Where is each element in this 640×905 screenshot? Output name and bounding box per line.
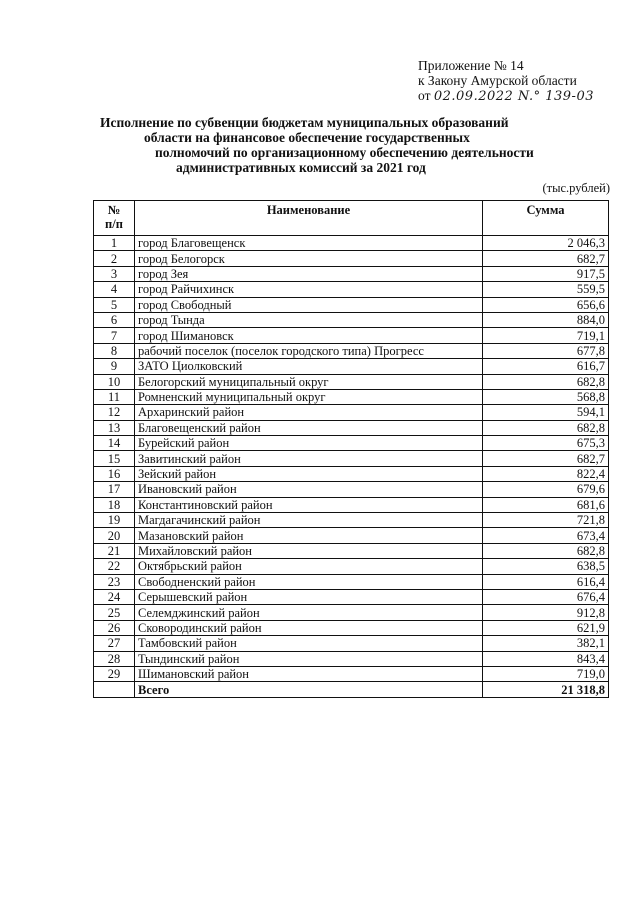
table-row: [94, 436, 609, 451]
appendix-law: к Закону Амурской области: [418, 73, 577, 88]
header-name: Наименование: [135, 201, 483, 236]
total-label: Всего: [135, 682, 483, 697]
header-number-abbr: п/п: [105, 217, 123, 231]
row-number: 5: [94, 297, 135, 312]
row-name: Михайловский район: [135, 543, 483, 558]
table-body: [94, 236, 609, 698]
row-name: Бурейский район: [135, 436, 483, 451]
row-name: рабочий поселок (поселок городского типа) Прогресс: [135, 343, 483, 358]
total-row: [94, 682, 609, 697]
title-line-3: полномочий по организационному обеспечению деятельности: [155, 145, 534, 160]
table-row: [94, 451, 609, 466]
row-name: Серышевский район: [135, 589, 483, 604]
row-sum: 2 046,3: [483, 236, 609, 251]
row-sum: 682,8: [483, 543, 609, 558]
row-sum: 682,8: [483, 420, 609, 435]
row-name: Тындинский район: [135, 651, 483, 666]
row-sum: 594,1: [483, 405, 609, 420]
row-number: 28: [94, 651, 135, 666]
total-number: [94, 682, 135, 697]
table-row: [94, 574, 609, 589]
table-row: [94, 297, 609, 312]
row-name: город Благовещенск: [135, 236, 483, 251]
row-sum: 559,5: [483, 282, 609, 297]
row-number: 20: [94, 528, 135, 543]
table-row: [94, 651, 609, 666]
row-number: 21: [94, 543, 135, 558]
table-row: [94, 482, 609, 497]
row-sum: 616,4: [483, 574, 609, 589]
row-name: Завитинский район: [135, 451, 483, 466]
table-row: [94, 497, 609, 512]
row-number: 15: [94, 451, 135, 466]
row-number: 4: [94, 282, 135, 297]
row-sum: 682,8: [483, 374, 609, 389]
appendix-block: [418, 58, 594, 104]
table-row: [94, 328, 609, 343]
row-sum: 719,1: [483, 328, 609, 343]
row-name: ЗАТО Циолковский: [135, 359, 483, 374]
table-row: [94, 389, 609, 404]
row-sum: 673,4: [483, 528, 609, 543]
row-sum: 721,8: [483, 513, 609, 528]
row-name: Зейский район: [135, 466, 483, 481]
total-sum: 21 318,8: [483, 682, 609, 697]
row-number: 7: [94, 328, 135, 343]
table-row: [94, 282, 609, 297]
row-number: 18: [94, 497, 135, 512]
row-sum: 675,3: [483, 436, 609, 451]
row-number: 23: [94, 574, 135, 589]
table-header-row: [94, 201, 609, 236]
table-row: [94, 374, 609, 389]
row-number: 24: [94, 589, 135, 604]
row-name: Октябрьский район: [135, 559, 483, 574]
row-sum: 621,9: [483, 620, 609, 635]
row-sum: 568,8: [483, 389, 609, 404]
table-row: [94, 636, 609, 651]
header-sum: Сумма: [483, 201, 609, 236]
row-name: город Шимановск: [135, 328, 483, 343]
row-sum: 912,8: [483, 605, 609, 620]
row-sum: 822,4: [483, 466, 609, 481]
row-number: 29: [94, 666, 135, 681]
header-number: [94, 201, 135, 236]
row-name: Архаринский район: [135, 405, 483, 420]
row-number: 12: [94, 405, 135, 420]
row-sum: 616,7: [483, 359, 609, 374]
row-number: 16: [94, 466, 135, 481]
row-sum: 677,8: [483, 343, 609, 358]
handwritten-date-number: 02.09.2022 N.° 139-03: [433, 89, 594, 104]
appendix-date-prefix: от: [418, 88, 431, 103]
row-sum: 843,4: [483, 651, 609, 666]
title-line-2: области на финансовое обеспечение государственных: [144, 130, 470, 145]
row-sum: 638,5: [483, 559, 609, 574]
appendix-date-line: [418, 88, 594, 104]
row-name: город Зея: [135, 266, 483, 281]
row-number: 27: [94, 636, 135, 651]
table-row: [94, 589, 609, 604]
row-name: Шимановский район: [135, 666, 483, 681]
row-name: Ивановский район: [135, 482, 483, 497]
table-row: [94, 466, 609, 481]
table-row: [94, 405, 609, 420]
row-number: 25: [94, 605, 135, 620]
table-row: [94, 343, 609, 358]
title-line-4: административных комиссий за 2021 год: [176, 160, 426, 175]
row-number: 22: [94, 559, 135, 574]
row-name: город Тында: [135, 312, 483, 327]
row-sum: 681,6: [483, 497, 609, 512]
row-name: Мазановский район: [135, 528, 483, 543]
row-number: 6: [94, 312, 135, 327]
table-row: [94, 605, 609, 620]
row-name: Магдагачинский район: [135, 513, 483, 528]
row-number: 11: [94, 389, 135, 404]
row-name: Благовещенский район: [135, 420, 483, 435]
table-row: [94, 666, 609, 681]
row-number: 26: [94, 620, 135, 635]
row-name: город Свободный: [135, 297, 483, 312]
row-name: город Белогорск: [135, 251, 483, 266]
row-number: 9: [94, 359, 135, 374]
title-line-1: Исполнение по субвенции бюджетам муниципальных образований: [100, 115, 509, 130]
table-row: [94, 559, 609, 574]
row-name: город Райчихинск: [135, 282, 483, 297]
table-row: [94, 528, 609, 543]
row-name: Белогорский муниципальный округ: [135, 374, 483, 389]
row-name: Сковородинский район: [135, 620, 483, 635]
row-sum: 679,6: [483, 482, 609, 497]
table-row: [94, 312, 609, 327]
row-sum: 917,5: [483, 266, 609, 281]
table-row: [94, 420, 609, 435]
unit-label: (тыс.рублей): [542, 181, 610, 195]
row-number: 13: [94, 420, 135, 435]
row-name: Ромненский муниципальный округ: [135, 389, 483, 404]
table-row: [94, 620, 609, 635]
header-number-sign: №: [107, 203, 121, 217]
row-number: 17: [94, 482, 135, 497]
table-row: [94, 513, 609, 528]
row-sum: 682,7: [483, 451, 609, 466]
table-row: [94, 359, 609, 374]
row-sum: 884,0: [483, 312, 609, 327]
table-row: [94, 543, 609, 558]
row-sum: 682,7: [483, 251, 609, 266]
document-title: [100, 115, 590, 175]
table-row: [94, 251, 609, 266]
appendix-number: Приложение № 14: [418, 58, 524, 73]
row-name: Селемджинский район: [135, 605, 483, 620]
table-row: [94, 236, 609, 251]
row-number: 2: [94, 251, 135, 266]
row-number: 1: [94, 236, 135, 251]
row-number: 3: [94, 266, 135, 281]
row-number: 10: [94, 374, 135, 389]
table-row: [94, 266, 609, 281]
row-sum: 382,1: [483, 636, 609, 651]
row-sum: 719,0: [483, 666, 609, 681]
row-name: Константиновский район: [135, 497, 483, 512]
row-number: 14: [94, 436, 135, 451]
row-name: Тамбовский район: [135, 636, 483, 651]
row-number: 8: [94, 343, 135, 358]
subvention-table: [93, 200, 609, 698]
row-name: Свободненский район: [135, 574, 483, 589]
row-number: 19: [94, 513, 135, 528]
row-sum: 676,4: [483, 589, 609, 604]
row-sum: 656,6: [483, 297, 609, 312]
